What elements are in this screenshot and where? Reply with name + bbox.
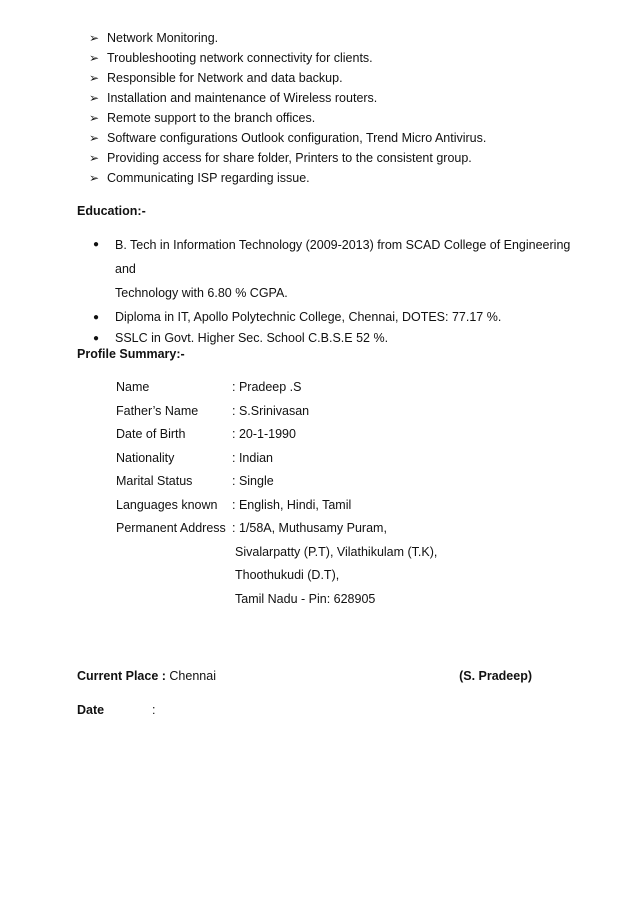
current-place-row [77,669,532,683]
list-item [89,88,486,108]
profile-label: Name [116,380,150,394]
education-text: SSLC in Govt. Higher Sec. School C.B.S.E 52 %. [115,331,389,345]
address-line [116,541,437,565]
bullet-icon: ● [93,333,100,344]
profile-value: : 1/58A, Muthusamy Puram, [232,521,387,535]
current-place-label: Current Place : [77,669,166,683]
education-text: Technology with 6.80 % CGPA. [115,286,288,300]
profile-row [116,423,437,447]
list-item [89,128,486,148]
profile-row [116,376,437,400]
list-item [93,328,573,349]
profile-value: : English, Hindi, Tamil [232,497,352,512]
arrow-bullet-icon: ➢ [89,31,100,45]
profile-label: Permanent Address [116,521,226,535]
responsibility-text: Troubleshooting network connectivity for clients. [107,51,373,65]
arrow-bullet-icon: ➢ [89,51,100,65]
arrow-bullet-icon: ➢ [89,91,100,105]
education-heading: Education:- [77,204,146,218]
profile-value: : S.Srinivasan [232,403,310,418]
list-item [89,48,486,68]
responsibility-text: Software configurations Outlook configuration, Trend Micro Antivirus. [107,131,487,145]
profile-value: : Pradeep .S [232,380,302,394]
list-item [93,281,573,305]
arrow-bullet-icon: ➢ [89,71,100,85]
address-text: Thoothukudi (D.T), [235,568,340,582]
list-item [89,108,486,128]
responsibility-text: Responsible for Network and data backup. [107,71,343,85]
responsibility-text: Communicating ISP regarding issue. [107,171,310,185]
responsibilities-list [89,28,486,188]
profile-label: Languages known [116,497,218,512]
list-item [93,233,573,281]
profile-value: : Single [232,474,274,488]
bullet-icon: ● [93,312,100,323]
address-text: Sivalarpatty (P.T), Vilathikulam (T.K), [235,544,438,559]
date-colon: : [152,703,156,717]
list-item [89,148,486,168]
profile-label: Marital Status [116,474,193,488]
profile-row [116,447,437,471]
arrow-bullet-icon: ➢ [89,151,100,165]
bullet-icon: ● [93,239,100,250]
arrow-bullet-icon: ➢ [89,131,100,145]
address-text: Tamil Nadu - Pin: 628905 [235,591,376,606]
profile-heading: Profile Summary:- [77,347,185,361]
responsibility-text: Installation and maintenance of Wireless routers. [107,91,378,105]
profile-value: : 20-1-1990 [232,427,296,441]
profile-label: Date of Birth [116,427,186,441]
profile-row [116,470,437,494]
profile-label: Nationality [116,450,175,465]
responsibility-text: Network Monitoring. [107,31,219,45]
signature: (S. Pradeep) [459,669,532,683]
arrow-bullet-icon: ➢ [89,171,100,185]
education-list [93,233,573,349]
list-item [89,28,486,48]
profile-row [116,517,437,541]
date-row [77,703,532,717]
profile-row [116,494,437,518]
list-item [93,307,573,328]
list-item [89,168,486,188]
profile-label: Father’s Name [116,403,199,418]
address-line [116,564,437,588]
list-item [89,68,486,88]
education-text: B. Tech in Information Technology (2009-2013) from SCAD College of Engineering and [115,238,571,276]
date-label: Date [77,703,105,717]
responsibility-text: Remote support to the branch offices. [107,111,316,125]
profile-value: : Indian [232,450,274,465]
address-line [116,588,437,612]
arrow-bullet-icon: ➢ [89,111,100,125]
current-place-value: Chennai [169,669,216,683]
profile-summary [116,376,437,611]
responsibility-text: Providing access for share folder, Printers to the consistent group. [107,151,472,165]
education-text: Diploma in IT, Apollo Polytechnic College, Chennai, DOTES: 77.17 %. [115,310,502,324]
profile-row [116,400,437,424]
